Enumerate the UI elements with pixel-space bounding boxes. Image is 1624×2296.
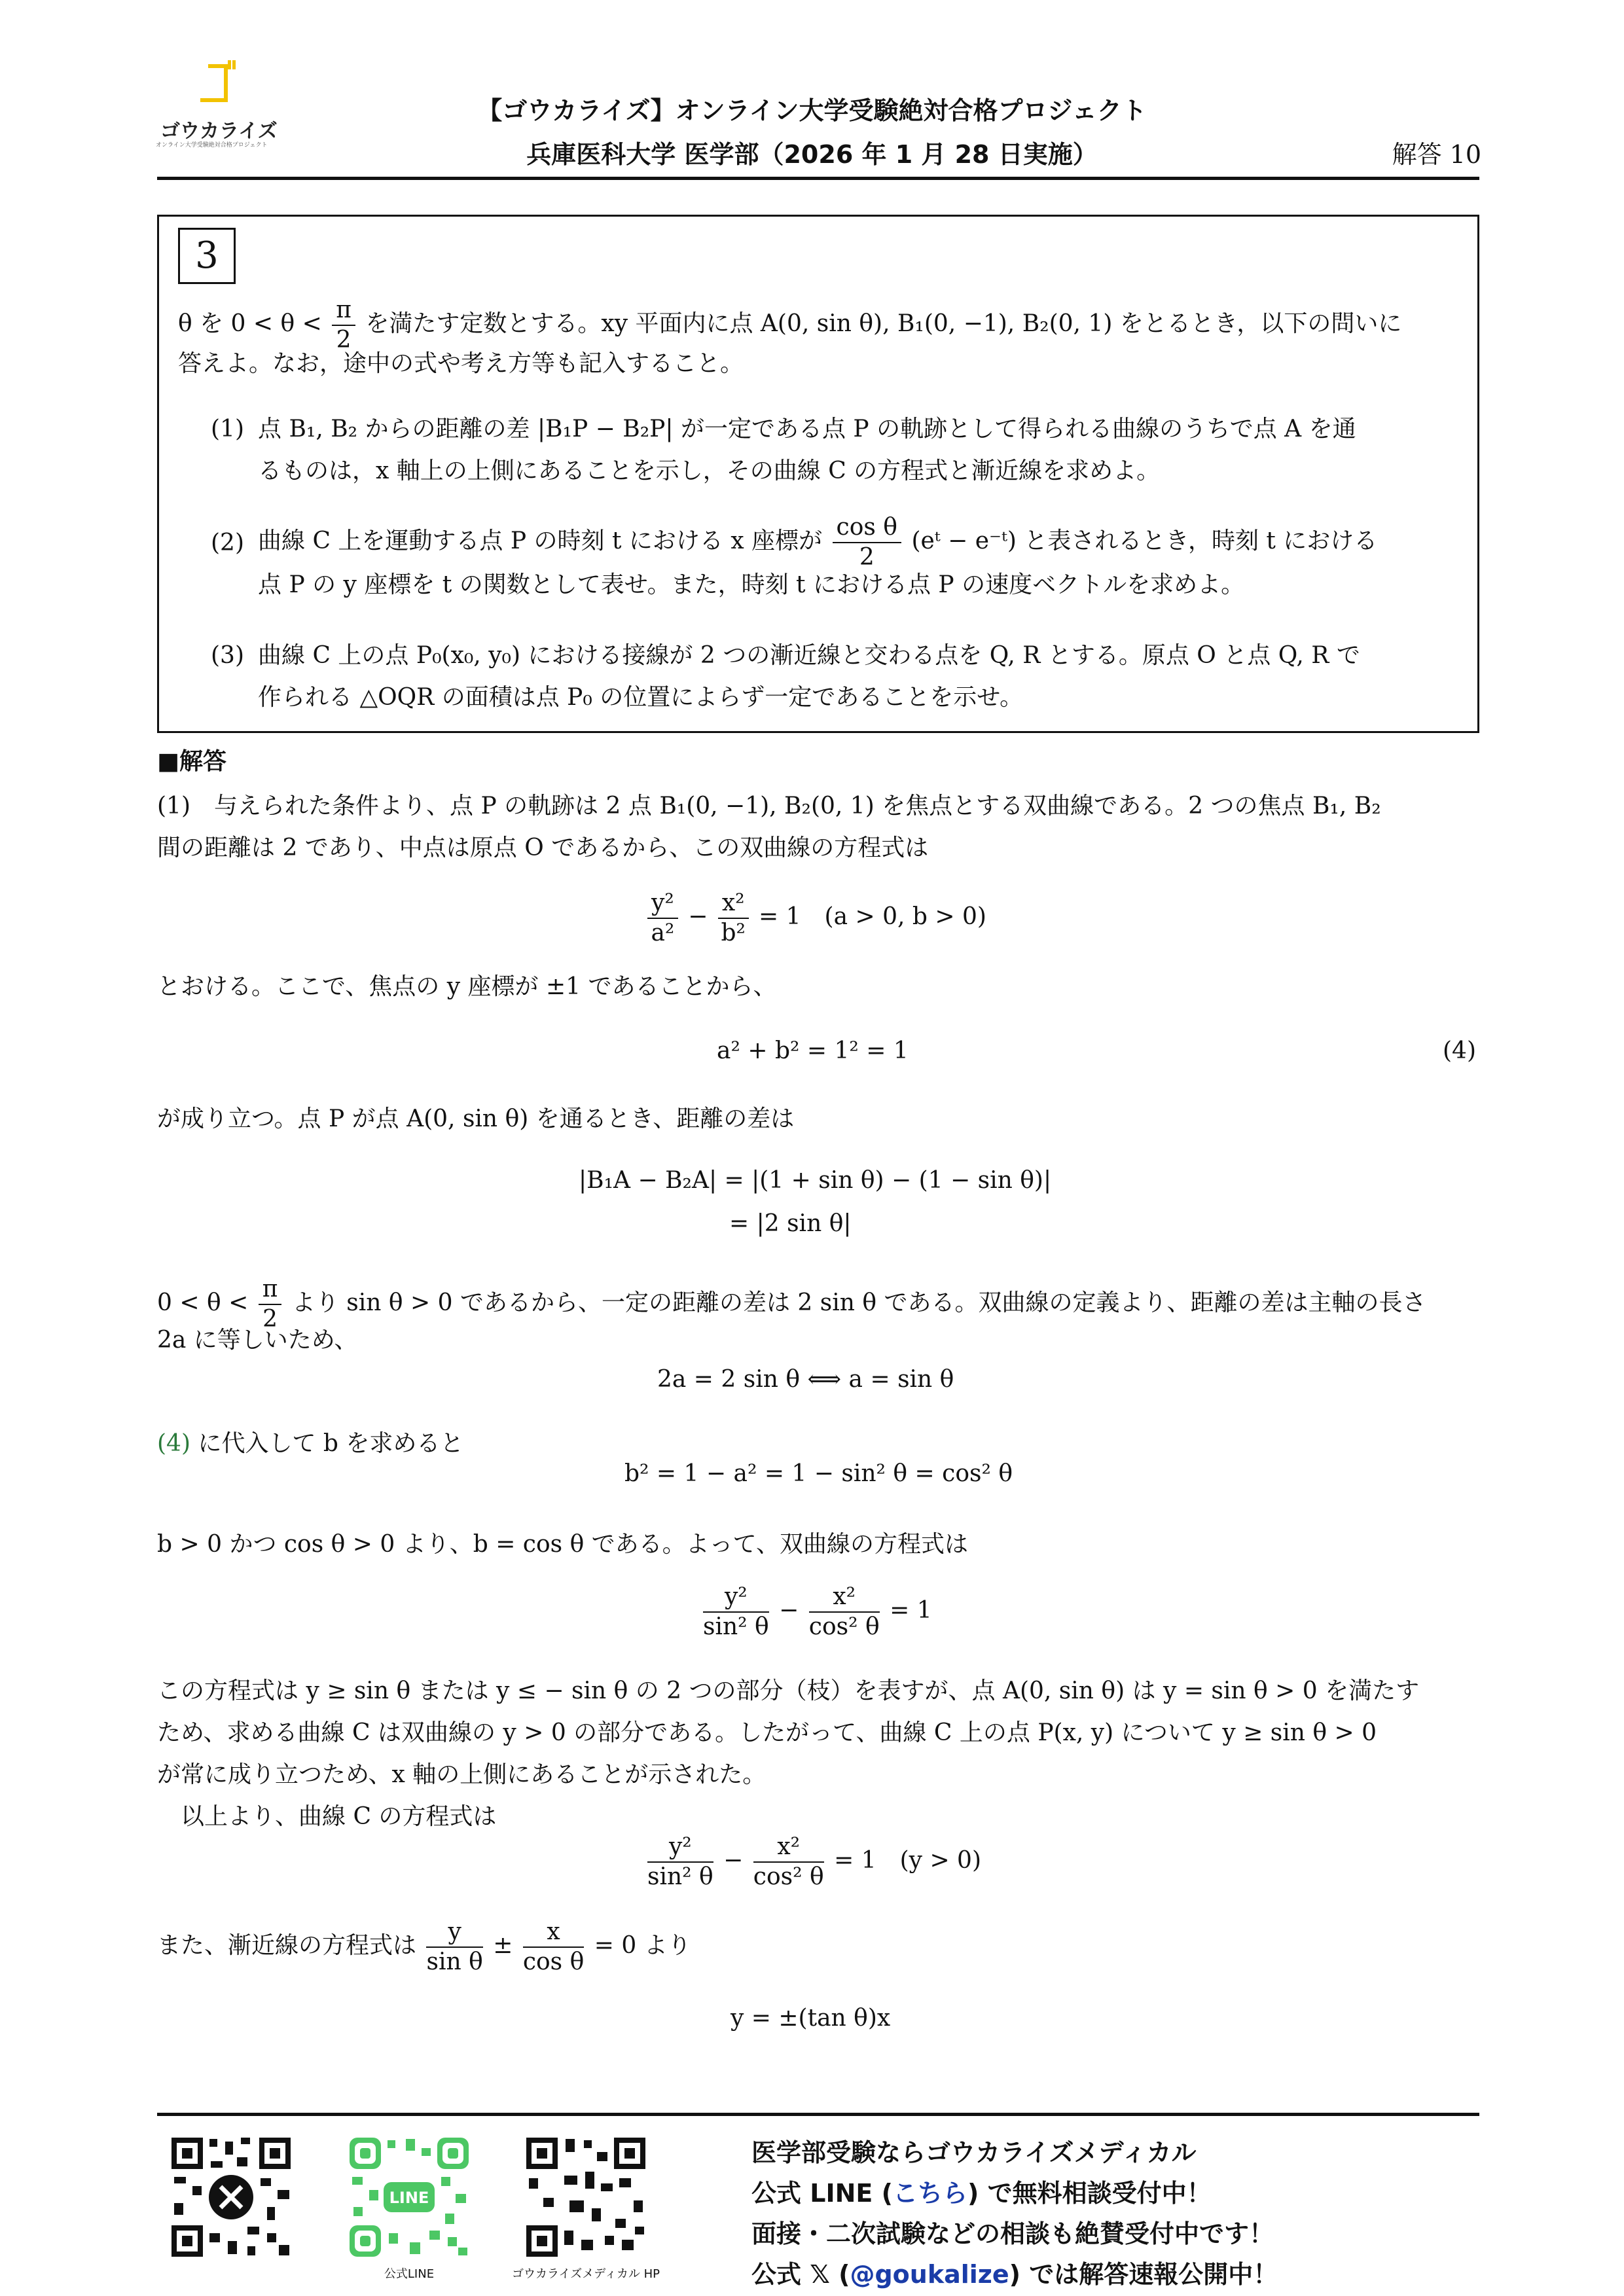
answer-p2: とおける。ここで、焦点の y 座標が ±1 であることから、 [157, 973, 777, 1000]
answer-p4-line-1: 0 < θ < $\frac{\pi}{2}$ より sin θ > 0 であるから、一定の距離の差は 2 sin θ である。双曲線の定義より、距離の差は主軸の長さ [157, 1276, 1426, 1333]
header-title: 【ゴウカライズ】オンライン大学受験絶対合格プロジェクト [477, 96, 1147, 125]
svg-text:LINE: LINE [389, 2189, 429, 2207]
x-account-link[interactable]: @goukalize [850, 2260, 1009, 2289]
answer-p7-line-2: ため、求める曲線 C は双曲線の y > 0 の部分である。したがって、曲線 C 上の点 P(x, y) について y ≥ sin θ > 0 [157, 1719, 1377, 1746]
hp-qr-label: ゴウカライズメディカル HP [512, 2267, 660, 2281]
footer-line-1: 医学部受験ならゴウカライズメディカル [751, 2138, 1197, 2167]
answer-p1-line-2: 間の距離は 2 であり、中点は原点 O であるから、この双曲線の方程式は [157, 834, 929, 861]
q3-label: (3) [211, 642, 244, 669]
line-qr-label: 公式LINE [384, 2267, 435, 2281]
q1-line-1: 点 B₁, B₂ からの距離の差 |B₁P − B₂P| が一定である点 P の軌跡として得られる曲線のうちで点 A を通 [258, 416, 1356, 442]
answer-p1-line-1: (1) 与えられた条件より、点 P の軌跡は 2 点 B₁(0, −1), B₂(0, 1) を焦点とする双曲線である。2 つの焦点 B₁, B₂ [157, 793, 1381, 819]
equation-7: $\frac{\text{y²}}{\text{sin² θ}}$ − $\frac{\text{x²}}{\text{cos² θ}}$ = 1 (y > 0) [647, 1833, 982, 1890]
equation-3-line-1: |B₁A − B₂A| = |(1 + sin θ) − (1 − sin θ)| [579, 1167, 1052, 1194]
answer-p7-line-3: が常に成り立つため、x 軸の上側にあることが示された。 [157, 1761, 767, 1788]
answer-p4-line-2: 2a に等しいため、 [157, 1327, 358, 1354]
q2-line-2: 点 P の y 座標を t の関数として表せ。また，時刻 t における点 P の速度ベクトルを求めよ。 [258, 571, 1245, 598]
footer-line-4: 公式 𝕏 (@goukalize) では解答速報公開中！ [751, 2260, 1278, 2289]
footer-line-2: 公式 LINE (こちら) で無料相談受付中！ [751, 2179, 1212, 2208]
intro-text-b: を満たす定数とする。xy 平面内に点 A(0, sin θ), B₁(0, −1), B₂(0, 1) をとるとき，以下の問いに [365, 310, 1402, 337]
equation-2: a² + b² = 1² = 1 [717, 1037, 909, 1064]
answer-p9: また、漸近線の方程式は $\frac{y}{\text{sin θ}}$ ± $\frac{x}{\text{cos θ}}$ = 0 より [157, 1918, 691, 1975]
answer-p3: が成り立つ。点 P が点 A(0, sin θ) を通るとき、距離の差は [157, 1105, 795, 1132]
q3-line-1: 曲線 C 上の点 P₀(x₀, y₀) における接線が 2 つの漸近線と交わる点を Q, R とする。原点 O と点 Q, R で [258, 642, 1360, 669]
footer-divider [157, 2113, 1479, 2116]
answer-p6: b > 0 かつ cos θ > 0 より、b = cos θ である。よって、双曲線の方程式は [157, 1531, 968, 1558]
equation-4: 2a = 2 sin θ ⟺ a = sin θ [657, 1366, 954, 1393]
logo-subtext: オンライン大学受験絶対合格プロジェクト [156, 142, 268, 149]
answer-p7-line-1: この方程式は y ≥ sin θ または y ≤ − sin θ の 2 つの部分（枝）を表すが、点 A(0, sin θ) は y = sin θ > 0 を満たす [157, 1677, 1420, 1704]
intro-text-a: θ を 0 < θ < [178, 310, 322, 337]
equation-6: $\frac{\text{y²}}{\text{sin² θ}}$ − $\frac{\text{x²}}{\text{cos² θ}}$ = 1 [703, 1583, 932, 1640]
q3-line-2: 作られる △OQR の面積は点 P₀ の位置によらず一定であることを示せ。 [258, 684, 1024, 711]
equation-ref-link[interactable]: (4) [157, 1430, 190, 1457]
answer-p5: (4) に代入して b を求めると [157, 1430, 464, 1457]
problem-number: 3 [178, 228, 236, 284]
logo-text: ゴウカライズ [160, 120, 278, 143]
equation-1: $\frac{\text{y²}}{\text{a²}}$ − $\frac{\text{x²}}{\text{b²}}$ = 1 (a > 0, b > 0) [645, 889, 986, 948]
problem-intro-line-1 [178, 296, 1401, 355]
equation-3-line-2: = |2 sin θ| [729, 1210, 852, 1237]
equation-8: y = ±(tan θ)x [731, 2005, 891, 2032]
equation-5: b² = 1 − a² = 1 − sin² θ = cos² θ [624, 1460, 1013, 1487]
page-label: 解答 10 [1392, 140, 1481, 169]
x-qr-code[interactable] [169, 2135, 293, 2259]
header-subtitle: 兵庫医科大学 医学部（2026 年 1 月 28 日実施） [526, 140, 1098, 169]
answer-p8: 以上より、曲線 C の方程式は [181, 1803, 497, 1830]
q2-label: (2) [211, 529, 244, 556]
q1-label: (1) [211, 416, 244, 442]
q1-line-2: るものは，x 軸上の上側にあることを示し，その曲線 C の方程式と漸近線を求めよ。 [258, 457, 1161, 484]
hp-qr-code[interactable] [524, 2135, 648, 2259]
header-divider [157, 177, 1479, 180]
intro-fraction: $\frac{\pi}{2}$ [332, 296, 355, 355]
footer-line-3: 面接・二次試験などの相談も絶賛受付中です！ [751, 2219, 1274, 2248]
problem-intro-line-2: 答えよ。なお，途中の式や考え方等も記入すること。 [178, 350, 744, 377]
line-link[interactable]: こちら [892, 2179, 967, 2208]
answer-heading: ■解答 [157, 748, 227, 775]
equation-2-tag: (4) [1443, 1037, 1476, 1064]
line-qr-code[interactable] [347, 2135, 471, 2259]
q2-line-1: 曲線 C 上を運動する点 P の時刻 t における x 座標が $\frac{\text{cos θ}}{2}$ (eᵗ − e⁻ᵗ) と表されるとき，時刻 t における [258, 514, 1378, 571]
